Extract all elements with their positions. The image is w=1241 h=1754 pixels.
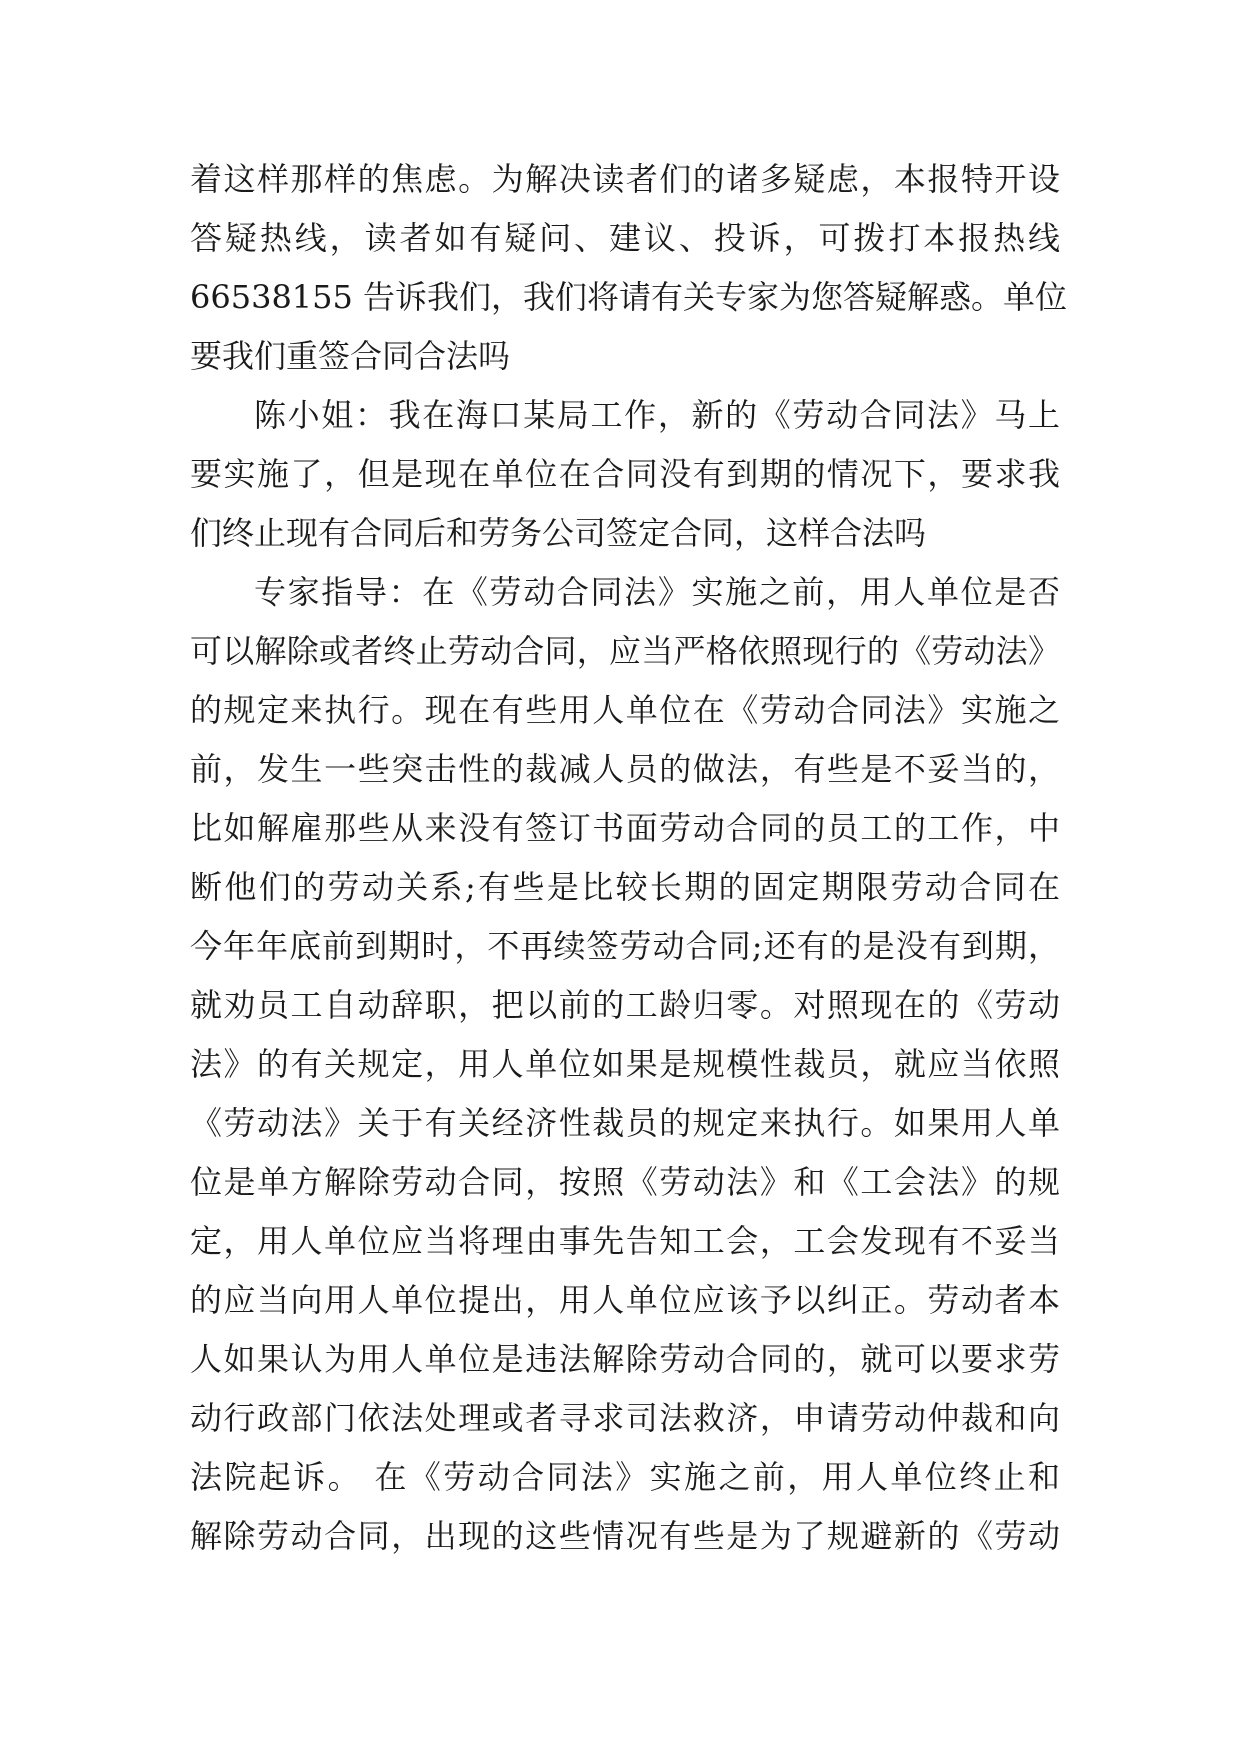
text-line: 位是单方解除劳动合同，按照《劳动法》和《工会法》的规	[190, 1163, 1060, 1201]
paragraph-start-line: 陈小姐：我在海口某局工作，新的《劳动合同法》马上	[254, 396, 1060, 434]
text-line: 着这样那样的焦虑。为解决读者们的诸多疑虑，本报特开设	[190, 160, 1060, 198]
text-line: 就劝员工自动辞职，把以前的工龄归零。对照现在的《劳动	[190, 986, 1060, 1024]
text-line: 们终止现有合同后和劳务公司签定合同，这样合法吗	[190, 514, 927, 552]
text-line: 定，用人单位应当将理由事先告知工会，工会发现有不妥当	[190, 1222, 1060, 1260]
paragraph-start-line: 专家指导：在《劳动合同法》实施之前，用人单位是否	[254, 573, 1060, 611]
text-line: 解除劳动合同，出现的这些情况有些是为了规避新的《劳动	[190, 1517, 1060, 1555]
article-body	[190, 150, 1068, 1566]
text-line: 66538155 告诉我们，我们将请有关专家为您答疑解惑。单位	[190, 278, 1068, 316]
text-line: 法》的有关规定，用人单位如果是规模性裁员，就应当依照	[190, 1045, 1060, 1083]
text-line: 动行政部门依法处理或者寻求司法救济，申请劳动仲裁和向	[190, 1399, 1060, 1437]
text-line: 断他们的劳动关系;有些是比较长期的固定期限劳动合同在	[190, 868, 1060, 906]
text-line: 前，发生一些突击性的裁减人员的做法，有些是不妥当的，	[190, 750, 1060, 788]
text-line: 比如解雇那些从来没有签订书面劳动合同的员工的工作，中	[190, 809, 1060, 847]
text-line: 今年年底前到期时，不再续签劳动合同;还有的是没有到期，	[190, 927, 1060, 965]
text-line: 《劳动法》关于有关经济性裁员的规定来执行。如果用人单	[190, 1104, 1060, 1142]
text-line: 可以解除或者终止劳动合同，应当严格依照现行的《劳动法》	[190, 632, 1060, 670]
text-line: 要我们重签合同合法吗	[190, 337, 511, 375]
text-line: 法院起诉。 在《劳动合同法》实施之前，用人单位终止和	[190, 1458, 1060, 1496]
text-line: 的规定来执行。现在有些用人单位在《劳动合同法》实施之	[190, 691, 1060, 729]
text-line: 要实施了，但是现在单位在合同没有到期的情况下，要求我	[190, 455, 1060, 493]
text-line: 的应当向用人单位提出，用人单位应该予以纠正。劳动者本	[190, 1281, 1060, 1319]
text-line: 人如果认为用人单位是违法解除劳动合同的，就可以要求劳	[190, 1340, 1060, 1378]
text-line: 答疑热线，读者如有疑问、建议、投诉，可拨打本报热线	[190, 219, 1060, 257]
